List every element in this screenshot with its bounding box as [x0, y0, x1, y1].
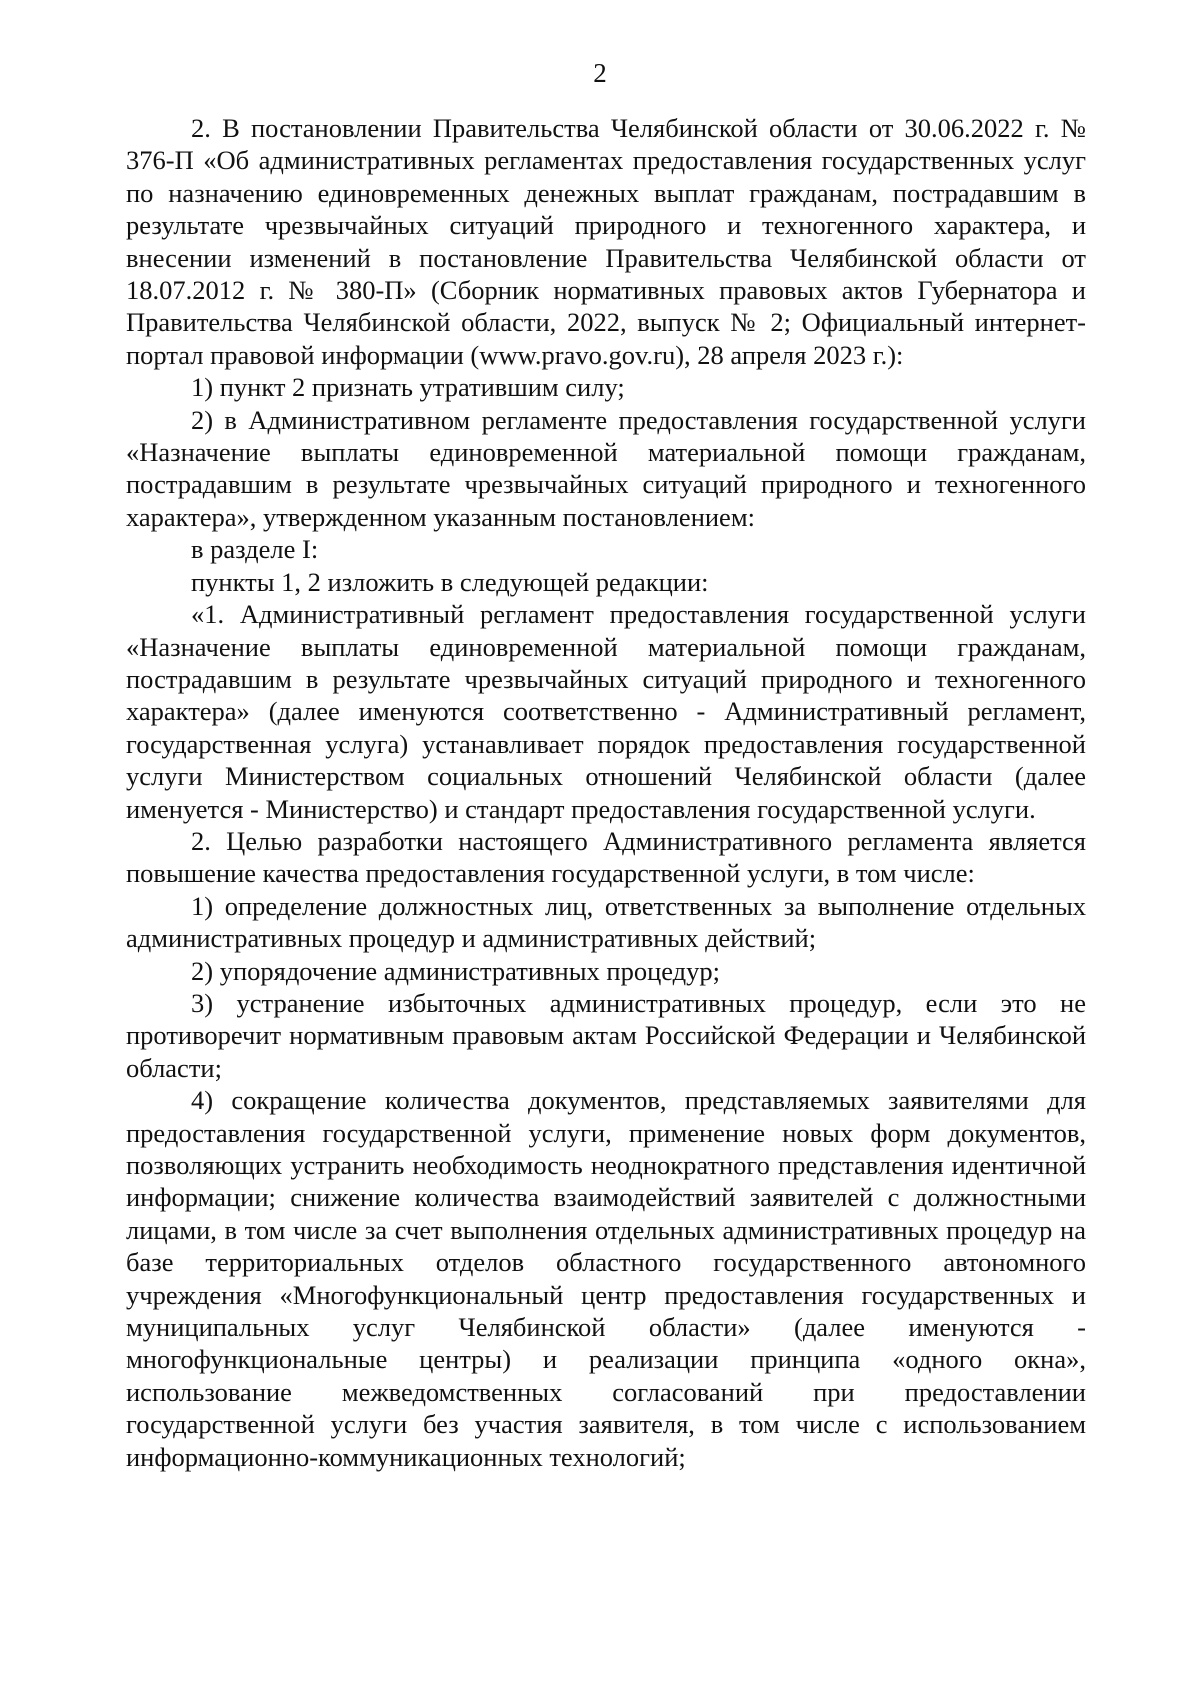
paragraph-goal-3: 3) устранение избыточных административных процедур, если это не противоречит нормативным правовым актам Российской Федерации и Челябинской области;	[126, 987, 1086, 1083]
paragraph-points-ref: пункты 1, 2 изложить в следующей редакции:	[191, 566, 709, 597]
document-body	[126, 112, 1086, 1473]
paragraph-goal-1: 1) определение должностных лиц, ответственных за выполнение отдельных административных процедур и административных действий;	[126, 890, 1086, 954]
paragraph-goal-2: 2) упорядочение административных процедур;	[191, 955, 721, 986]
page-number: 2	[593, 58, 607, 88]
paragraph-regulation-point-1: «1. Административный регламент предоставления государственной услуги «Назначение выплаты единовременной материальной помощи гражданам, пострадавшим в результате чрезвычайных ситуаций природного и техногенного характера» (далее именуются соответственно - Административный регламент, государственная услуга) устанавливает порядок предоставления государственной услуги Министерством социальных отношений Челябинской области (далее именуется - Министерство) и стандарт предоставления государственной услуги.	[126, 599, 1086, 824]
paragraph-section-ref: в разделе I:	[191, 534, 319, 565]
paragraph-goal-4: 4) сокращение количества документов, представляемых заявителями для предоставления государственной услуги, применение новых форм документов, позволяющих устранить необходимость неоднократного представления идентичной информации; снижение количества взаимодействий заявителей с должностными лицами, в том числе за счет выполнения отдельных административных процедур на базе территориальных отделов областного государственного автономного учреждения «Многофункциональный центр предоставления государственных и муниципальных услуг Челябинской области» (далее именуются - многофункциональные центры) и реализации принципа «одного окна», использование межведомственных согласований при предоставлении государственной услуги без участия заявителя, в том числе с использованием информационно-коммуникационных технологий;	[126, 1085, 1086, 1472]
paragraph-regulation-point-2: 2. Целью разработки настоящего Административного регламента является повышение качества предоставления государственной услуги, в том числе:	[126, 825, 1086, 889]
paragraph-item-1: 1) пункт 2 признать утратившим силу;	[191, 372, 625, 403]
paragraph-item-2: 2) в Административном регламенте предоставления государственной услуги «Назначение выплаты единовременной материальной помощи гражданам, пострадавшим в результате чрезвычайных ситуаций природного и техногенного характера», утвержденном указанным постановлением:	[126, 404, 1086, 532]
paragraph-amendment-intro: 2. В постановлении Правительства Челябинской области от 30.06.2022 г. № 376-П «Об административных регламентах предоставления государственных услуг по назначению единовременных денежных выплат гражданам, пострадавшим в результате чрезвычайных ситуаций природного и техногенного характера, и внесении изменений в постановление Правительства Челябинской области от 18.07.2012 г. № 380-П» (Сборник нормативных правовых актов Губернатора и Правительства Челябинской области, 2022, выпуск № 2; Официальный интернет-портал правовой информации (www.pravo.gov.ru), 28 апреля 2023 г.):	[126, 113, 1086, 370]
